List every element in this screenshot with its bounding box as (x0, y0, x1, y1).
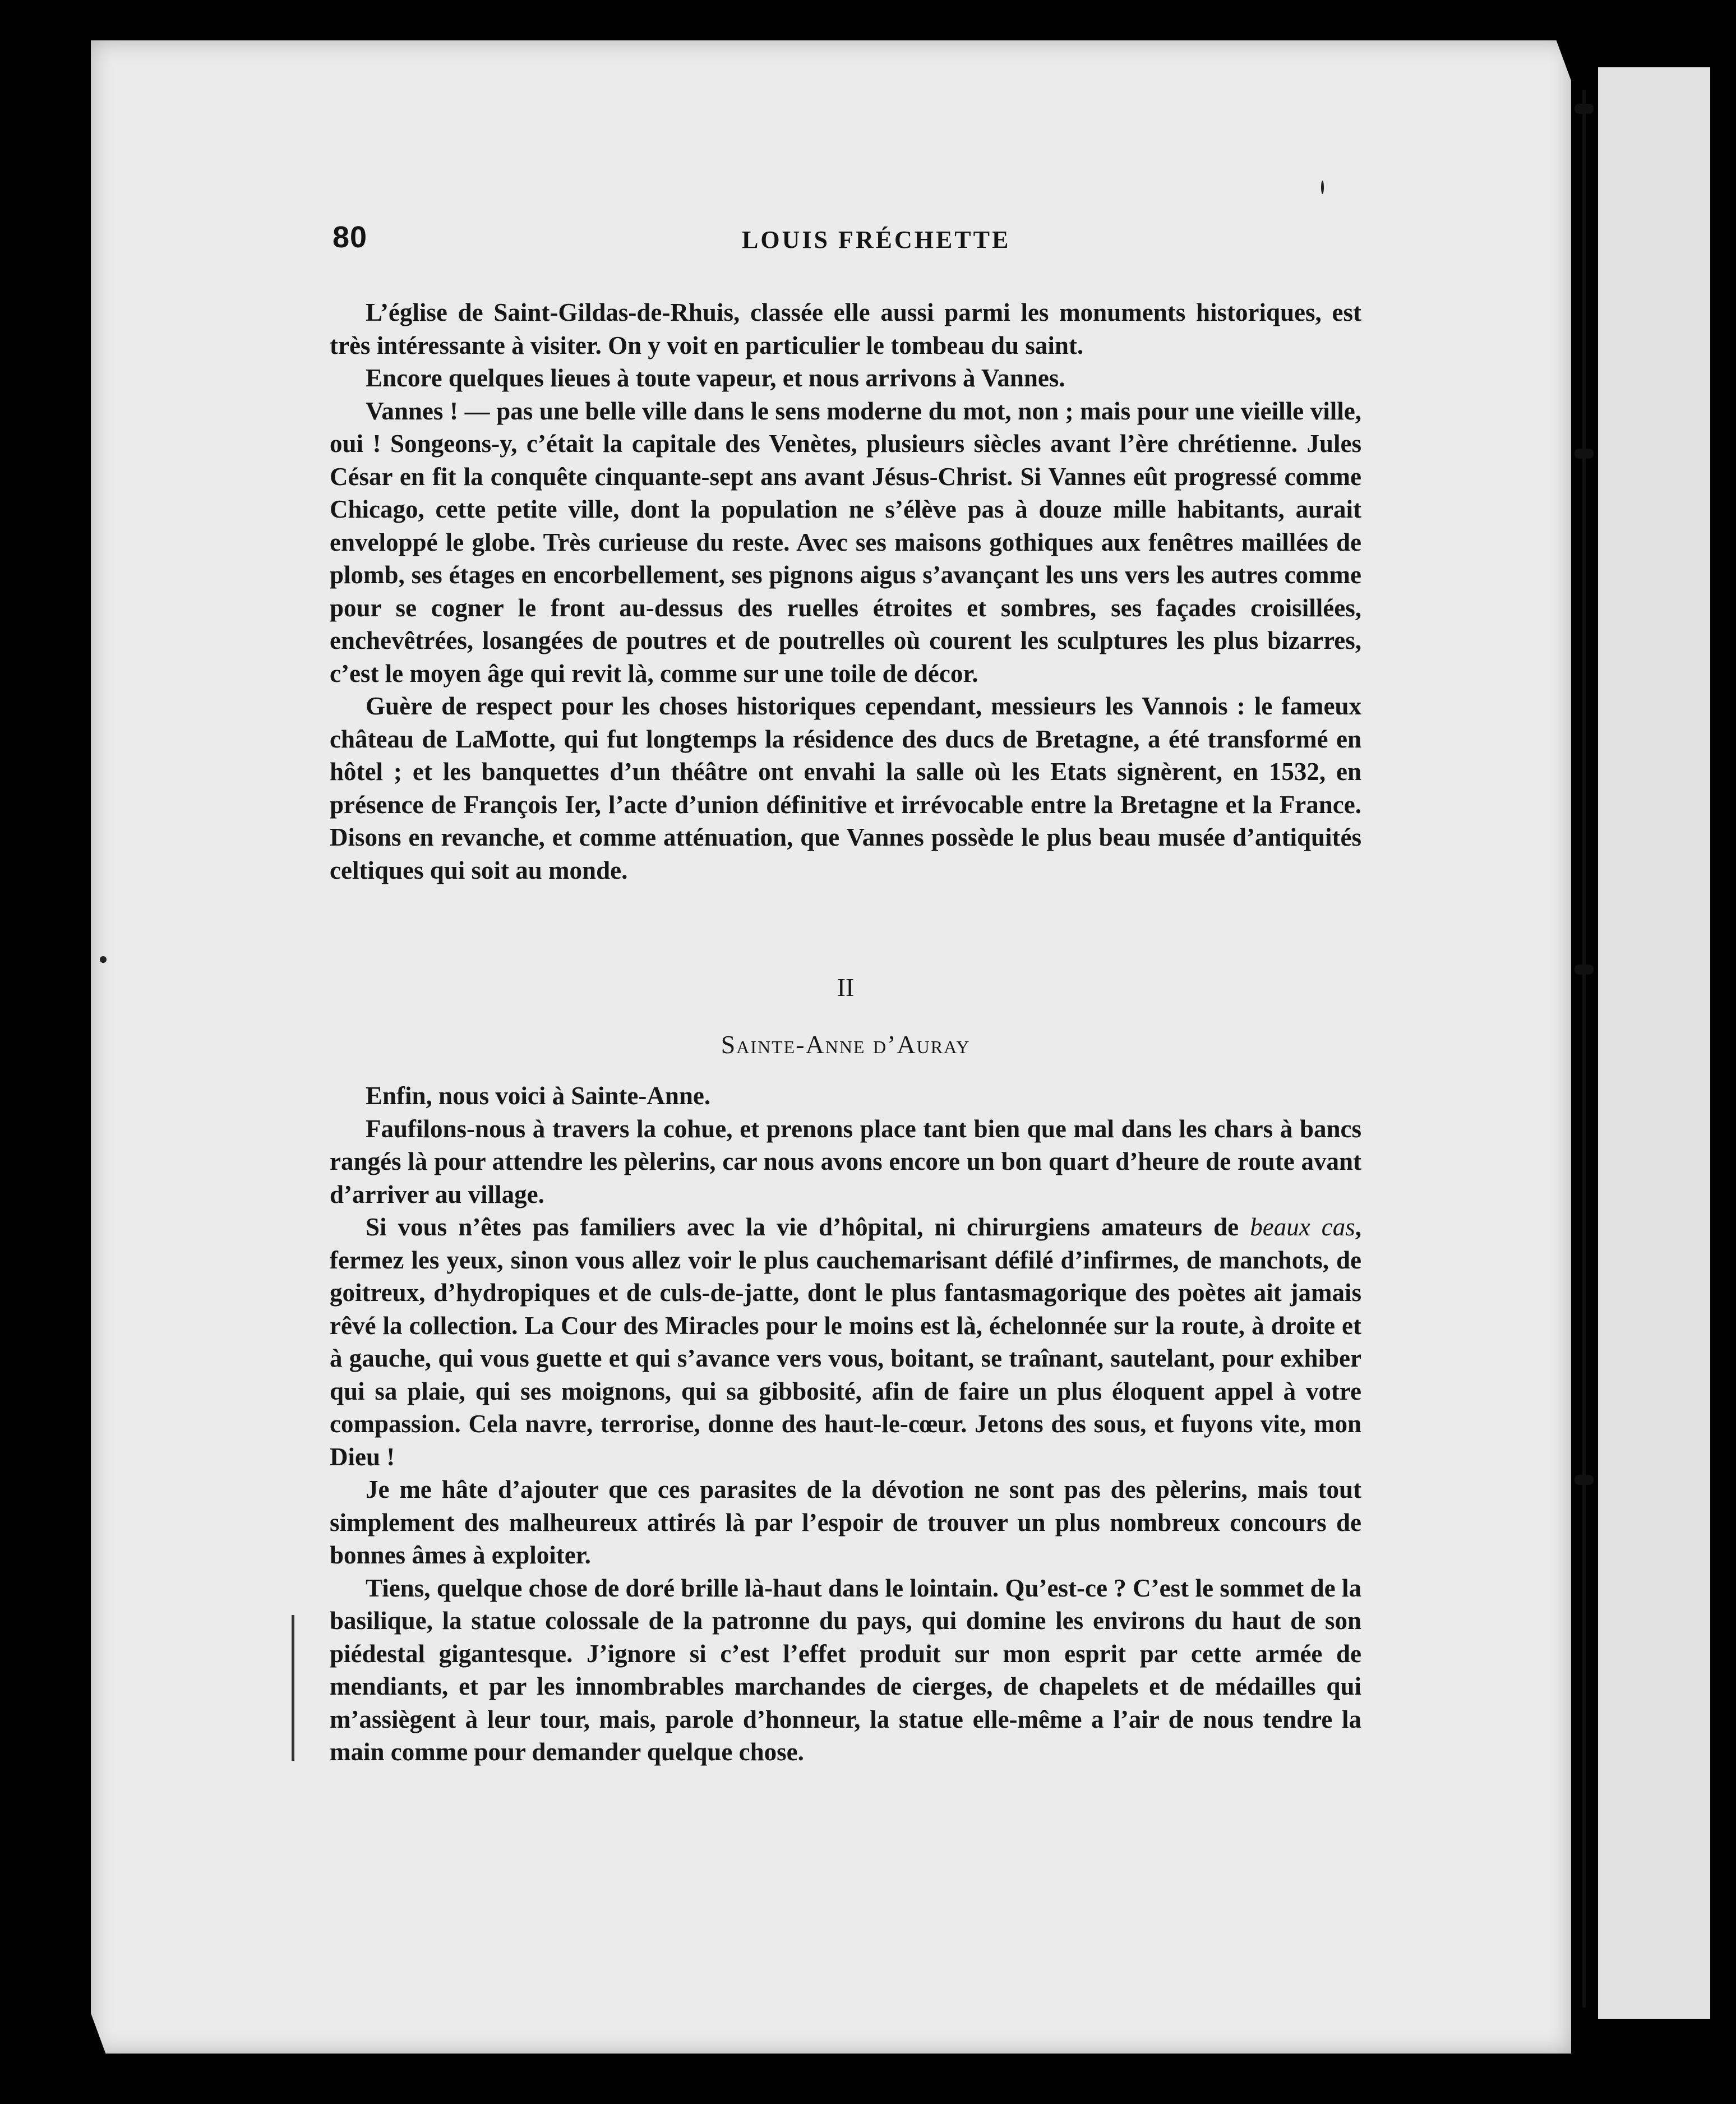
margin-mark (292, 1615, 294, 1761)
scan-speck (100, 956, 107, 963)
paragraph: Enfin, nous voici à Sainte-Anne. (366, 1082, 711, 1110)
paragraph: Faufilons-nous à travers la cohue, et prenons place tant bien que mal dans les chars à bancs rangés là pour attendre les pèlerins, car nous avons encore un bon quart d’heure de route avant d’arriver au village. (330, 1114, 1361, 1208)
section-two-text (330, 1079, 1361, 1769)
paragraph: Guère de respect pour les choses historiques cependant, messieurs les Vannois : le fameux château de LaMotte, qui fut longtemps la résidence des ducs de Bretagne, a été transformé en hôtel ; et les banquettes d’un théâtre ont envahi la salle où les Etats signèrent, en 1532, en présence de François Ier, l’acte d’union définitive et irrévocable entre la Bretagne et la France. Disons en revanche, et comme atténuation, que Vannes possède le plus beau musée d’antiquités celtiques qui soit au monde. (330, 692, 1361, 884)
running-head (333, 220, 1364, 270)
running-title: LOUIS FRÉCHETTE (742, 226, 1011, 253)
facing-page-edge (1598, 67, 1710, 2019)
gutter-mark (1575, 965, 1594, 975)
paragraph: Vannes ! — pas une belle ville dans le sens moderne du mot, non ; mais pour une vieille ville, oui ! Songeons-y, c’était la capitale des Venètes, plusieurs siècles avant l’ère chrétienne. Jules César en fit la conquête cinquante-sept ans avant Jésus-Christ. Si Vannes eût progressé comme Chicago, cette petite ville, dont la population ne s’élève pas à douze mille habitants, aurait enveloppé le globe. Très curieuse du reste. Avec ses maisons gothiques aux fenêtres maillées de plomb, ses étages en encorbellement, ses pignons aigus s’avançant les uns vers les autres comme pour se cogner le front au-dessus des ruelles étroites et sombres, ses façades croisillées, enchevêtrées, losangées de poutres et de poutrelles où courent les sculptures les plus bizarres, c’est le moyen âge qui revit là, comme sur une toile de décor. (330, 396, 1361, 688)
gutter-mark (1575, 104, 1594, 114)
page-number: 80 (333, 220, 368, 254)
italic-phrase: beaux cas (1250, 1213, 1355, 1241)
gutter-mark (1575, 449, 1594, 459)
paragraph (330, 1211, 1361, 1473)
paragraph-text: , fermez les yeux, sinon vous allez voir le plus cauchemarisant défilé d’infirmes, de manchots, de goitreux, d’hydropiques et de culs-de-jatte, dont le plus fantasmagorique des poètes ait jamais rêvé la collection. La Cour des Miracles pour le moins est là, échelonnée sur la route, à droite et à gauche, qui vous guette et qui s’avance vers vous, boitant, se traînant, sautelant, pour exhiber qui sa plaie, qui ses moignons, qui sa gibbosité, afin de faire un plus éloquent appel à votre compassion. Cela navre, terrorise, donne des haut-le-cœur. Jetons des sous, et fuyons vite, mon Dieu ! (330, 1213, 1361, 1471)
page-gutter-line (1582, 90, 1586, 2008)
paragraph-text: Si vous n’êtes pas familiers avec la vie d’hôpital, ni chirurgiens amateurs de (366, 1213, 1250, 1241)
section-title: Sainte-Anne d’Auray (721, 1030, 971, 1059)
scan-speck (1321, 181, 1324, 194)
paragraph: Encore quelques lieues à toute vapeur, et nous arrivons à Vannes. (366, 364, 1065, 392)
section-number: II (837, 973, 855, 1002)
section-one-text (330, 296, 1361, 887)
paragraph: Tiens, quelque chose de doré brille là-haut dans le lointain. Qu’est-ce ? C’est le sommet de la basilique, la statue colossale de la patronne du pays, qui domine les environs du haut de son piédestal gigantesque. J’ignore si c’est l’effet produit sur mon esprit par cette armée de mendiants, et par les innombrables marchandes de cierges, de chapelets et de médailles qui m’assiègent à leur tour, mais, parole d’honneur, la statue elle-même a l’air de nous tendre la main comme pour demander quelque chose. (330, 1574, 1361, 1766)
gutter-mark (1575, 1475, 1594, 1485)
paragraph: L’église de Saint-Gildas-de-Rhuis, classée elle aussi parmi les monuments historiques, est très intéressante à visiter. On y voit en particulier le tombeau du saint. (330, 298, 1361, 359)
paragraph: Je me hâte d’ajouter que ces parasites de la dévotion ne sont pas des pèlerins, mais tout simplement des malheureux attirés là par l’espoir de trouver un plus nombreux concours de bonnes âmes à exploiter. (330, 1475, 1361, 1569)
